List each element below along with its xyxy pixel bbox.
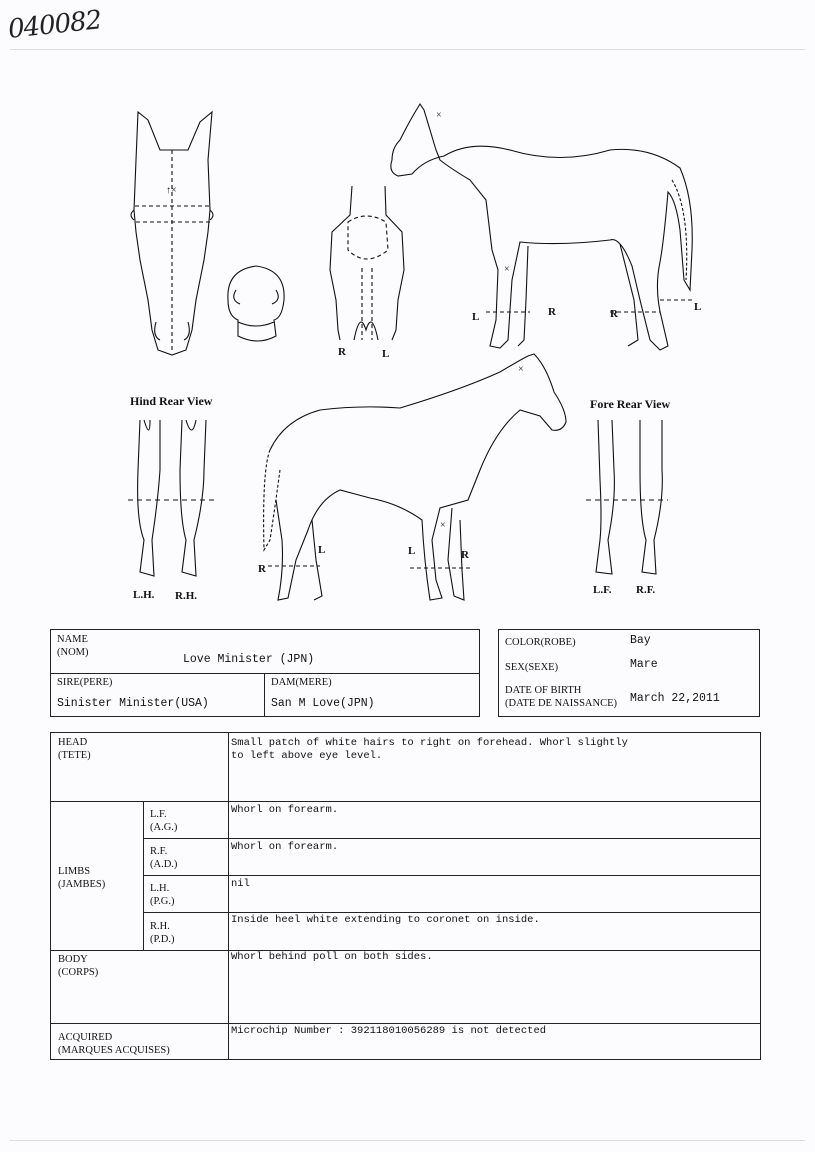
front-view-r-marker: R: [338, 346, 346, 358]
horse-left-side-diagram: [391, 104, 692, 350]
right-view-r-fore-marker: R: [461, 549, 469, 561]
dob-label: DATE OF BIRTH: [505, 685, 582, 696]
color-value: Bay: [630, 634, 651, 647]
side-view-r-fore-marker: R: [548, 306, 556, 318]
side-view-l-fore-marker: L: [472, 311, 480, 323]
color-label: COLOR(ROBE): [505, 637, 576, 648]
head-label: HEAD: [58, 737, 88, 748]
fore-view-rf-marker: R.F.: [636, 584, 656, 596]
horse-name-value: Love Minister (JPN): [183, 653, 315, 666]
svg-text:×: ×: [518, 364, 524, 375]
front-view-l-marker: L: [382, 348, 390, 360]
acquired-marking: Microchip Number : 392118010056289 is not detected: [231, 1025, 547, 1037]
sire-label: SIRE(PERE): [57, 677, 113, 688]
rf-label-fr: (A.D.): [150, 859, 178, 870]
acquired-label-fr: (MARQUES ACQUISES): [58, 1045, 170, 1056]
svg-text:×: ×: [440, 520, 446, 531]
bottom-scan-line: [10, 1140, 805, 1141]
head-label-fr: (TETE): [58, 750, 91, 761]
right-view-l-hind-marker: L: [318, 544, 326, 556]
svg-text:×: ×: [504, 264, 510, 275]
lf-label: L.F.: [150, 809, 167, 820]
horse-right-side-diagram: [264, 354, 566, 600]
lh-marking: nil: [231, 878, 250, 890]
front-chest-view-diagram: [330, 186, 404, 340]
handwritten-reference-number: 040082: [6, 5, 103, 45]
head-marking-line2: to left above eye level.: [231, 750, 383, 762]
sex-value: Mare: [630, 658, 658, 671]
head-row-bottom: [50, 801, 761, 802]
dam-label: DAM(MERE): [271, 677, 332, 688]
hind-view-rh-marker: R.H.: [175, 590, 197, 602]
right-view-l-fore-marker: L: [408, 545, 416, 557]
side-view-r-hind-marker: R: [610, 308, 618, 320]
markings-label-column-divider: [228, 732, 229, 1060]
right-view-r-hind-marker: R: [258, 563, 266, 575]
rf-label: R.F.: [150, 846, 168, 857]
dob-label-fr: (DATE DE NAISSANCE): [505, 698, 617, 709]
dob-value: March 22,2011: [630, 692, 720, 705]
body-label: BODY: [58, 954, 88, 965]
rh-label-fr: (P.D.): [150, 934, 175, 945]
lh-label-fr: (P.G.): [150, 896, 175, 907]
body-label-fr: (CORPS): [58, 967, 99, 978]
rf-marking: Whorl on forearm.: [231, 841, 339, 853]
name-label-fr: (NOM): [57, 647, 89, 658]
limbs-label: LIMBS: [58, 866, 91, 877]
sire-value: Sinister Minister(USA): [57, 697, 209, 710]
side-view-l-hind-marker: L: [694, 301, 702, 313]
fore-view-lf-marker: L.F.: [593, 584, 612, 596]
name-label: NAME: [57, 634, 88, 645]
hind-rear-view-label: Hind Rear View: [130, 394, 213, 408]
limbs-label-fr: (JAMBES): [58, 879, 106, 890]
fore-rear-view-label: Fore Rear View: [590, 397, 671, 411]
svg-text:×: ×: [436, 110, 442, 121]
rh-marking: Inside heel white extending to coronet on inside.: [231, 914, 540, 926]
sire-dam-divider: [264, 673, 265, 717]
hind-rear-legs-diagram: [128, 420, 214, 576]
body-row-bottom: [50, 1023, 761, 1024]
head-marking-line1: Small patch of white hairs to right on forehead. Whorl slightly: [231, 737, 628, 749]
hind-view-lh-marker: L.H.: [133, 589, 155, 601]
fore-rear-legs-diagram: [586, 420, 668, 574]
rf-row-bottom: [143, 875, 761, 876]
svg-text:↑×: ↑×: [166, 185, 177, 196]
lf-label-fr: (A.G.): [150, 822, 178, 833]
identity-divider: [50, 673, 480, 674]
head-front-view-diagram: [131, 112, 213, 355]
dam-value: San M Love(JPN): [271, 697, 375, 710]
lh-row-bottom: [143, 912, 761, 913]
sex-label: SEX(SEXE): [505, 662, 559, 673]
rh-label: R.H.: [150, 921, 170, 932]
body-marking: Whorl behind poll on both sides.: [231, 951, 433, 963]
lf-marking: Whorl on forearm.: [231, 804, 339, 816]
acquired-label: ACQUIRED: [58, 1032, 113, 1043]
lf-row-bottom: [143, 838, 761, 839]
muzzle-view-diagram: [228, 266, 284, 341]
lh-label: L.H.: [150, 883, 170, 894]
